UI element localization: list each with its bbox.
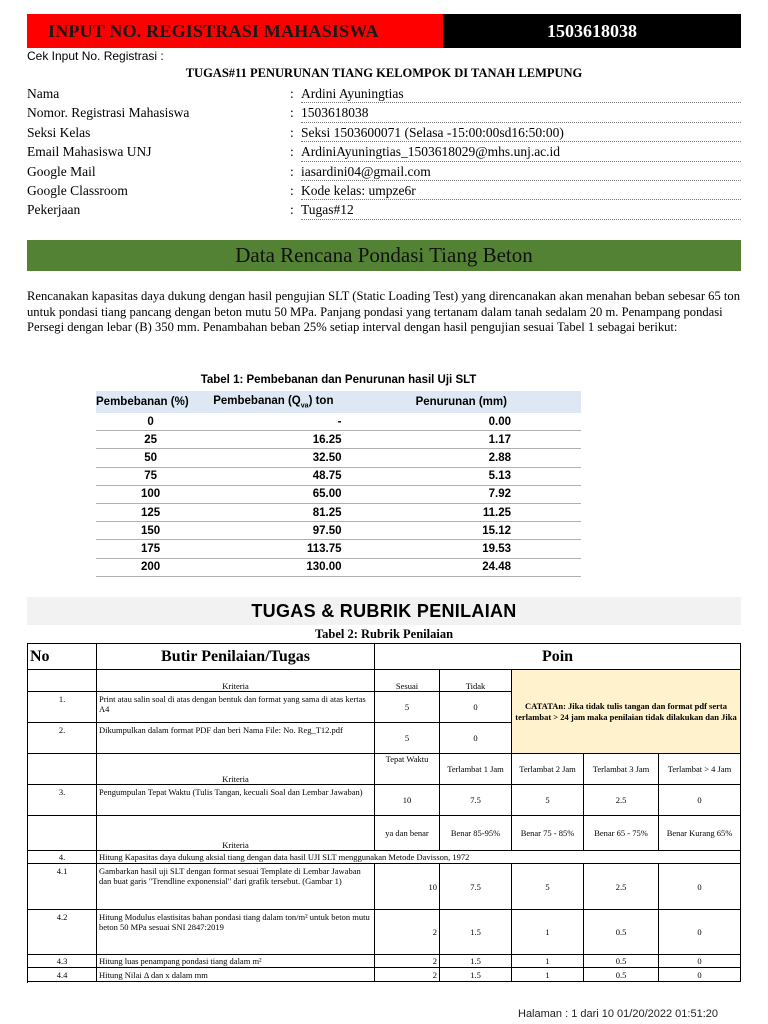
- info-label: Nomor. Registrasi Mahasiswa: [27, 105, 190, 121]
- info-value: Tugas#12: [301, 200, 741, 219]
- info-value: ArdiniAyuningtias_1503618029@mhs.unj.ac.id: [301, 142, 741, 161]
- header-reg-number: 1503618038: [443, 14, 741, 48]
- student-info: [27, 84, 741, 220]
- cek-label: Cek Input No. Registrasi :: [27, 49, 164, 63]
- col-penurunan: Penurunan (mm): [342, 391, 581, 413]
- table-row: 150 97.50 15.12: [96, 522, 581, 540]
- table1-title: Tabel 1: Pembebanan dan Penurunan hasil Uji SLT: [200, 374, 477, 386]
- registration-header: [27, 14, 741, 48]
- rubric-heading: TUGAS & RUBRIK PENILAIAN: [27, 597, 741, 625]
- col-pembebanan-pct: Pembebanan (%): [96, 391, 205, 413]
- sesuai-header: Sesuai: [375, 670, 440, 692]
- info-row: Google Mail : iasardini04@gmail.com: [27, 162, 741, 181]
- table-row: 50 32.50 2.88: [96, 449, 581, 467]
- info-label: Google Classroom: [27, 182, 128, 198]
- info-value: 1503618038: [301, 103, 741, 122]
- info-label: Nama: [27, 86, 60, 101]
- col-pembebanan-ton: Pembebanan $(Q_{va})$ ton: [205, 391, 341, 413]
- rubric-item: Hitung Nilai Δ dan x dalam mm: [97, 968, 375, 982]
- page-footer: Halaman : 1 dari 10 01/20/2022 01:51:20: [518, 1008, 718, 1020]
- col-poin: Poin: [375, 644, 741, 670]
- info-label: Email Mahasiswa UNJ: [27, 144, 152, 160]
- info-label: Seksi Kelas: [27, 124, 91, 140]
- table-row: 100 65.00 7.92: [96, 485, 581, 503]
- header-title: INPUT NO. REGISTRASI MAHASISWA: [27, 14, 443, 48]
- section-title: Data Rencana Pondasi Tiang Beton: [27, 240, 741, 271]
- tidak-header: Tidak: [440, 670, 512, 692]
- table-row: 25 16.25 1.17: [96, 431, 581, 449]
- rubric-item: Hitung Modulus elastisitas bahan pondasi tiang dalam ton/m² untuk beton mutu beton 50 MPa sesuai SNI 2847:2019: [97, 910, 375, 955]
- table-row: 125 81.25 11.25: [96, 503, 581, 521]
- table2-title: Tabel 2: Rubrik Penilaian: [314, 627, 454, 641]
- rubric-item: Dikumpulkan dalam format PDF dan beri Nama File: No. Reg_T12.pdf: [97, 723, 375, 754]
- info-value: iasardini04@gmail.com: [301, 162, 741, 181]
- table1: [96, 391, 581, 577]
- rubric-item: Pengumpulan Tepat Waktu (Tulis Tangan, kecuali Soal dan Lembar Jawaban): [97, 785, 375, 816]
- kriteria-label: Kriteria: [97, 670, 375, 692]
- table-row: 175 113.75 19.53: [96, 540, 581, 558]
- info-value: Ardini Ayuningtias: [301, 84, 741, 103]
- rubric-item: Hitung Kapasitas daya dukung aksial tiang dengan data hasil UJI SLT menggunakan Metode Davisson, 1972: [97, 851, 741, 864]
- info-label: Pekerjaan: [27, 202, 81, 218]
- table1-header: [96, 391, 581, 413]
- info-label: Google Mail: [27, 163, 96, 179]
- rubric-item: Print atau salin soal di atas dengan bentuk dan format yang sama di atas kertas A4: [97, 692, 375, 723]
- problem-paragraph: Rencanakan kapasitas daya dukung dengan hasil pengujian SLT (Static Loading Test) yang direncanakan akan menahan beban sebesar 65 ton untuk pondasi tiang pancang dengan beton mutu 50 MPa. Panjang pondasi yang tertanam dalam tanah sedalam 20 m. Penampang pondasi Persegi dengan lebar (B) 350 mm. Penambahan beban 25% setiap interval dengan hasil pengujian sesuai Tabel 1 sebagai berikut:: [27, 289, 741, 334]
- rubric-table: No Butir Penilaian/Tugas Poin Kriteria Sesuai Tidak CATATAn: Jika tidak tulis tangan dan format pdf serta terlambat > 24 jam maka penilaian tidak dilakukan dan Jika 1. Print atau salin soal di atas dengan bentuk dan format yang sama di atas kertas A4 5 0 2. Dikumpulkan dalam format PDF dan beri Nama File: No. Reg_T12.pdf 5 0 Kriteria Tepat Waktu Terlambat 1 Jam Terlambat 2 Jam Terlambat 3 Jam Terlambat > 4 Jam 3. Pengumpulan Tepat Waktu (Tulis Tangan, kecuali Soal dan Lembar Jawaban) 10 7.5 5 2.5 0 Kriteria ya dan benar Benar 85-95% Benar 75 - 85% Benar 65 - 75% Benar Kurang 65% 4. Hitung Kapasitas daya dukung aksial tiang dengan data hasil UJI SLT menggunakan Metode Davisson, 1972 4.1 Gambarkan hasil uji SLT dengan format sesuai Template di Lembar Jawaban dan buat garis "Trendline exponensial" dari grafik tersebut. (Gambar 1) 10 7.5 5 2.5 0 4.2 Hitung Modulus elastisitas bahan pondasi tiang dalam ton/m² untuk beton mutu beton 50 MPa sesuai SNI 2847:2019 2 1.5 1 0.5 0 4.3 Hitung luas penampang pondasi tiang dalam m² 2 1.5 1 0.5 0 4.4 Hitung Nilai Δ dan x dalam mm 2 1.5 1 0.5 0: [27, 643, 741, 983]
- note-cell: CATATAn: Jika tidak tulis tangan dan format pdf serta terlambat > 24 jam maka penilaian tidak dilakukan dan Jika: [512, 670, 741, 754]
- col-butir: Butir Penilaian/Tugas: [97, 644, 375, 670]
- info-row: Google Classroom : Kode kelas: umpze6r: [27, 181, 741, 200]
- assignment-title: TUGAS#11 PENURUNAN TIANG KELOMPOK DI TANAH LEMPUNG: [185, 66, 583, 80]
- table-row: 0 - 0.00: [96, 413, 581, 431]
- info-row: Nomor. Registrasi Mahasiswa : 1503618038: [27, 103, 741, 122]
- info-value: Seksi 1503600071 (Selasa -15:00:00sd16:50:00): [301, 123, 741, 142]
- table-row: 200 130.00 24.48: [96, 558, 581, 576]
- rubric-item: Gambarkan hasil uji SLT dengan format sesuai Template di Lembar Jawaban dan buat garis "Trendline exponensial" dari grafik tersebut. (Gambar 1): [97, 864, 375, 910]
- info-row: Seksi Kelas : Seksi 1503600071 (Selasa -15:00:00sd16:50:00): [27, 123, 741, 142]
- info-row: Pekerjaan : Tugas#12: [27, 200, 741, 219]
- table-row: 75 48.75 5.13: [96, 467, 581, 485]
- rubric-item: Hitung luas penampang pondasi tiang dalam m²: [97, 955, 375, 968]
- info-row: Email Mahasiswa UNJ : ArdiniAyuningtias_1503618029@mhs.unj.ac.id: [27, 142, 741, 161]
- info-row: Nama : Ardini Ayuningtias: [27, 84, 741, 103]
- info-value: Kode kelas: umpze6r: [301, 181, 741, 200]
- col-no: No: [28, 644, 97, 670]
